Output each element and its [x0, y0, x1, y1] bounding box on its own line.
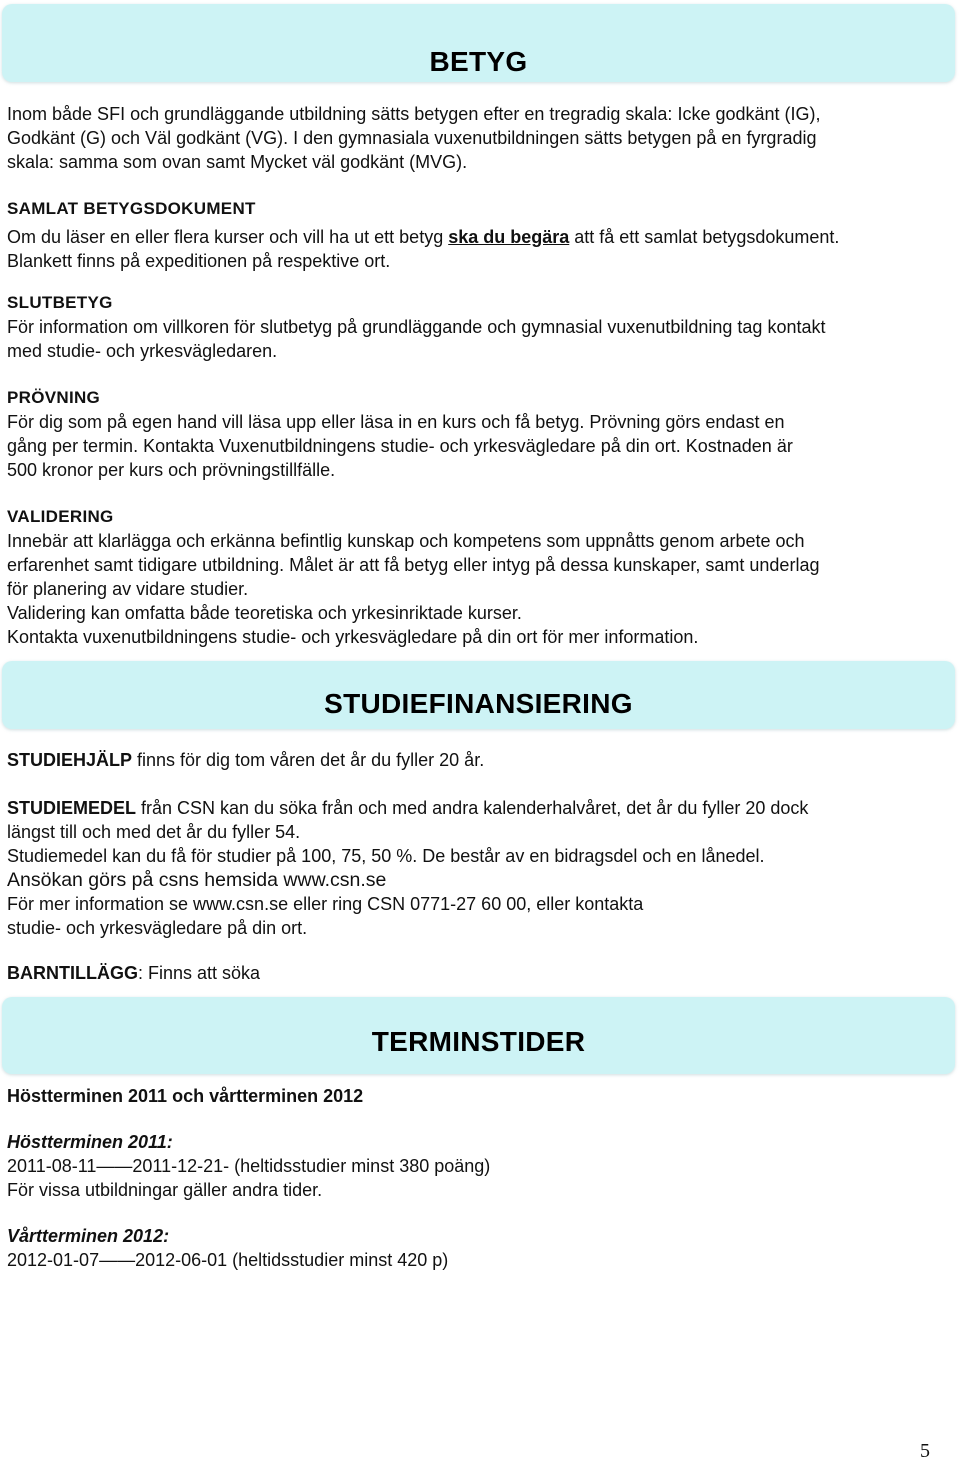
intro-line: Inom både SFI och grundläggande utbildning sätts betygen efter en tregradig skala: Icke godkänt (IG), — [7, 104, 821, 124]
validering-line: erfarenhet samt tidigare utbildning. Målet är att få betyg eller intyg på dessa kunskaper, samt underlag — [7, 555, 820, 575]
studiemedel-text: från CSN kan du söka från och med andra kalenderhalvåret, det år du fyller 20 dock — [136, 798, 809, 818]
barntillagg-label: BARNTILLÄGG — [7, 963, 138, 983]
hostterminen-section — [7, 1130, 952, 1202]
studiehjalp-label: STUDIEHJÄLP — [7, 750, 133, 770]
slutbetyg-section — [7, 291, 952, 363]
validering-line: Validering kan omfatta både teoretiska och yrkesinriktade kurser. — [7, 603, 522, 623]
samlat-section — [7, 197, 952, 273]
hostterminen-heading: Höstterminen 2011: — [7, 1132, 173, 1152]
validering-line: för planering av vidare studier. — [7, 579, 249, 599]
studiemedel-section — [7, 796, 952, 940]
intro-line: skala: samma som ovan samt Mycket väl godkänt (MVG). — [7, 152, 468, 172]
provning-line: gång per termin. Kontakta Vuxenutbildningens studie- och yrkesvägledare på din ort. Kostnaden är — [7, 436, 793, 456]
studiemedel-line: längst till och med det år du fyller 54. — [7, 822, 301, 842]
provning-line: För dig som på egen hand vill läsa upp eller läsa in en kurs och få betyg. Prövning görs endast en — [7, 412, 785, 432]
studiehjalp-text: finns för dig tom våren det år du fyller 20 år. — [132, 750, 485, 770]
samlat-text-after: att få ett samlat betygsdokument. — [569, 227, 840, 247]
ska-du-begara-emphasis: ska du begära — [448, 227, 570, 247]
validering-heading: VALIDERING — [7, 507, 114, 526]
varterminen-section — [7, 1224, 952, 1272]
validering-section — [7, 505, 952, 649]
studiefinansiering-title: STUDIEFINANSIERING — [324, 688, 633, 719]
samlat-blankett: Blankett finns på expeditionen på respektive ort. — [7, 251, 391, 271]
csn-application-line: Ansökan görs på csns hemsida www.csn.se — [7, 869, 387, 891]
terminstider-banner — [2, 997, 955, 1074]
betyg-title: BETYG — [429, 46, 528, 77]
barntillagg-text: : Finns att söka — [137, 963, 261, 983]
terminstider-title: TERMINSTIDER — [371, 1026, 586, 1057]
samlat-heading: SAMLAT BETYGSDOKUMENT — [7, 199, 256, 218]
barntillagg-section — [7, 961, 952, 985]
provning-line: 500 kronor per kurs och prövningstillfälle. — [7, 460, 336, 480]
studiehjalp-section — [7, 748, 952, 772]
studiefinansiering-banner — [2, 661, 955, 729]
terminstider-subtitle: Höstterminen 2011 och vårtterminen 2012 — [7, 1086, 364, 1106]
validering-line: Innebär att klarlägga och erkänna befintlig kunskap och kompetens som uppnåtts genom arbete och — [7, 531, 805, 551]
hostterminen-note: För vissa utbildningar gäller andra tider. — [7, 1180, 323, 1200]
page-number: 5 — [920, 1440, 930, 1462]
varterminen-heading: Vårtterminen 2012: — [7, 1226, 170, 1246]
hostterminen-dates: 2011-08-11——2011-12-21- (heltidsstudier minst 380 poäng) — [7, 1156, 491, 1176]
betyg-intro — [7, 102, 952, 174]
studiemedel-more: För mer information se www.csn.se eller ring CSN 0771-27 60 00, eller kontakta — [7, 894, 644, 914]
studiemedel-label: STUDIEMEDEL — [7, 798, 137, 818]
terminstider-subtitle-section — [7, 1084, 952, 1108]
varterminen-dates: 2012-01-07——2012-06-01 (heltidsstudier minst 420 p) — [7, 1250, 449, 1270]
studiemedel-more: studie- och yrkesvägledare på din ort. — [7, 918, 308, 938]
samlat-text-before: Om du läser en eller flera kurser och vill ha ut ett betyg — [7, 227, 449, 247]
samlat-text — [7, 225, 952, 249]
slutbetyg-line: med studie- och yrkesvägledaren. — [7, 341, 278, 361]
intro-line: Godkänt (G) och Väl godkänt (VG). I den gymnasiala vuxenutbildningen sätts betygen på en fyrgradig — [7, 128, 817, 148]
slutbetyg-heading: SLUTBETYG — [7, 293, 113, 312]
slutbetyg-line: För information om villkoren för slutbetyg på grundläggande och gymnasial vuxenutbildning tag kontakt — [7, 317, 826, 337]
provning-section — [7, 386, 952, 482]
studiemedel-line: Studiemedel kan du få för studier på 100, 75, 50 %. De består av en bidragsdel och en lånedel. — [7, 846, 765, 866]
validering-line: Kontakta vuxenutbildningens studie- och yrkesvägledare på din ort för mer information. — [7, 627, 699, 647]
betyg-banner — [2, 4, 955, 82]
provning-heading: PRÖVNING — [7, 388, 101, 407]
